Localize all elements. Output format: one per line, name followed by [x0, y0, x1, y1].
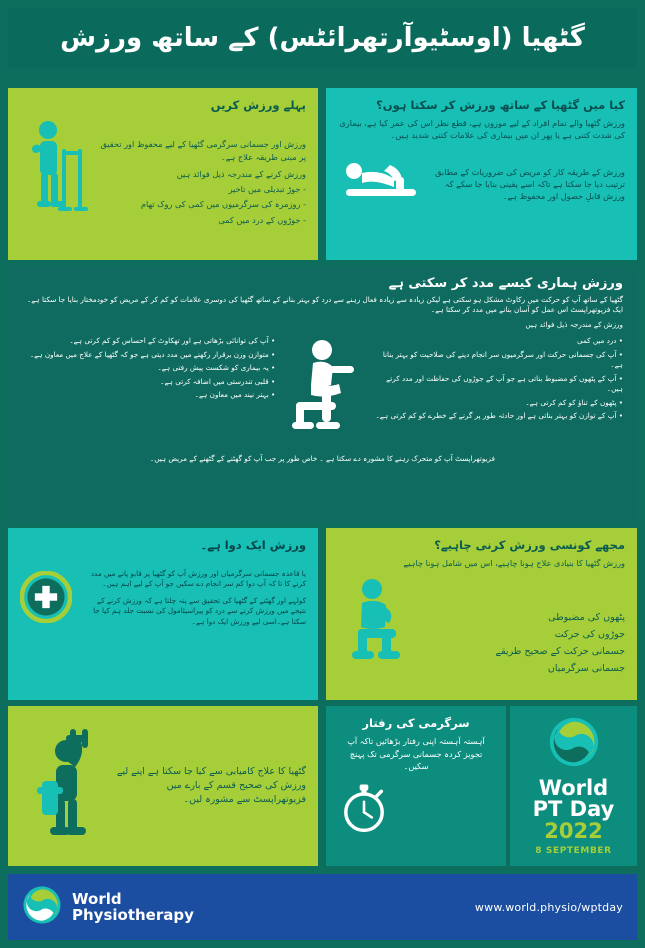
can-i-title: کیا میں گٹھیا کے ساتھ ورزش کر سکتا ہوں؟ [376, 98, 625, 112]
footer-url[interactable]: www.world.physio/wptday [474, 900, 623, 914]
footer-org-line-2: Physiotherapy [72, 906, 194, 924]
how-help-bullet-left: • متوازن وزن برقرار رکھنے میں مدد دیتی ہے جو کہ گٹھیا کے علاج میں معاون ہے۔ [29, 349, 276, 359]
page-title: گٹھیا (اوسٹیوآرتھرائٹس) کے ساتھ ورزش [60, 23, 585, 53]
panel-exercise-first [8, 88, 318, 260]
which-exercise-item: پٹھوں کی مضبوطی [548, 611, 625, 623]
how-help-bullet-left: • یہ بیماری کو شکست پیش رفتی ہے۔ [157, 363, 276, 373]
exercise-first-bullet: - جوڑ تبدیلی میں تاخیر [228, 184, 306, 195]
exercise-first-title: پہلے ورزش کریں [210, 98, 306, 112]
which-exercise-body: ورزش گٹھیا کا بنیادی علاج ہونا چاہیے، اس میں شامل ہونا چاہیے [403, 558, 625, 568]
pace-title: سرگرمی کی رفتار [362, 716, 470, 730]
can-i-body-2: ورزش کے طریقہ کار کو مریض کی ضروریات کے مطابق ترتیب دیا جا سکتا ہے تاکہ اسے یقینی بنایا جا سکے کہ ورزش قابلِ حصول اور محفوظ ہے۔ [435, 166, 625, 202]
how-help-lead: ورزش کے مندرجہ ذیل فوائد ہیں [525, 319, 623, 329]
wpt-line-2: PT Day [532, 797, 615, 822]
world-physiotherapy-swirl-icon [548, 716, 600, 772]
exercise-first-bullet: - روزمرہ کی سرگرمیوں میں کمی کی روک تھام [140, 199, 306, 210]
which-exercise-item: جسمانی حرکت کے صحیح طریقے [495, 646, 625, 658]
medicine-body-1: یا قاعدہ جسمانی سرگرمیاں اور ورزش آپ کو گٹھیا پر قابو پانے میں مدد کرنے کا تا کہ آپ دوا کم سر انجام دے سکیں جو آپ کے لیے اہم ہیں۔ [90, 568, 306, 589]
which-exercise-item: جسمانی سرگرمیاں [547, 663, 625, 675]
panel-activity-pace [326, 706, 506, 866]
how-help-title: ورزش ہماری کیسے مدد کر سکتی ہے [388, 276, 623, 291]
how-help-footer: فزیوتھراپسٹ آپ کو متحرک رہنے کا مشورہ دے سکتا ہے ۔ خاص طور پر جب آپ کو گھٹنے کے گٹھنے کے مریض ہیں۔ [150, 454, 495, 464]
exercise-first-bullet: - جوڑوں کے درد میں کمی [218, 214, 306, 225]
which-exercise-title: مجھے کونسی ورزش کرنی چاہیے؟ [434, 538, 625, 552]
world-physiotherapy-swirl-icon [22, 885, 62, 929]
wpt-year: 2022 [544, 819, 603, 844]
person-seated-exercise-icon [338, 573, 416, 677]
person-with-walker-icon [20, 117, 94, 229]
world-pt-day-lockup [510, 706, 637, 866]
stopwatch-icon [338, 779, 494, 839]
poster-footer [8, 874, 637, 940]
medicine-title: ورزش ایک دوا ہے۔ [200, 538, 306, 552]
wpt-line-1: World [538, 776, 609, 801]
how-help-intro: گٹھیا کے ساتھ آپ کو حرکت میں رکاوٹ مشکل ہو سکتی ہے لیکن زیادہ سے زیادہ فعال رہنے سے درد کو بہتر بنانے کے ساتھ گٹھیا کی دوسری علامات کو کم کر کے مریض کو خودمختار بنایا جا سکتا ہے۔ ایک فزیوتھراپسٹ اس عمل کو آسان بنانے میں مدد کر سکتا ہے۔ [27, 295, 623, 315]
person-lying-exercise-icon [338, 147, 424, 203]
which-exercise-item: جوڑوں کی حرکت [554, 629, 625, 641]
how-help-bullet-right: • آپ کی جسمانی حرکت اور سرگرمیوں سر انجام دینے کی صلاحیت کو بہتر بنانا ہے۔ [382, 349, 623, 370]
how-help-bullet-right: • آپ کے توازن کو بہتر بناتی ہے اور حادثہ طور پر گرنے کے خطرے کو کم کرتی ہے۔ [375, 410, 623, 420]
panel-which-exercise [326, 528, 637, 700]
success-body: گٹھیا کا علاج کامیابی سے کیا جا سکتا ہے اپنے لیے ورزش کی صحیح قسم کے بارے میں فزیوتھراپسٹ سے مشورہ لیں۔ [116, 765, 306, 806]
how-help-bullet-left: • آپ کی توانائی بڑھاتی ہے اور تھکاوٹ کے احساس کو کم کرتی ہے۔ [69, 336, 276, 346]
how-help-bullet-left: • قلبی تندرستی میں اضافہ کرتی ہے۔ [160, 376, 276, 386]
panel-treatment-success [8, 706, 318, 866]
can-i-body-1: ورزش گٹھیا والے تمام افراد کے لیے موزوں ہے، قطع نظر اس کی عمر کیا ہے، بیماری کی شدت کتنی ہے یا پھر ان میں بیماری کی علامات کتنی شدید ہیں۔ [339, 118, 625, 141]
exercise-first-body-2: ورزش کرنے کے مندرجہ ذیل فوائد ہیں [176, 168, 306, 179]
how-help-bullet-left: • بہتر نیند میں معاون ہے۔ [194, 390, 276, 400]
person-kneeling-stretch-icon [281, 336, 363, 446]
wpt-date: 8 SEPTEMBER [535, 845, 612, 856]
footer-org-line-1: World [72, 889, 122, 908]
how-help-bullet-right: • آپ کے پٹھوں کو مضبوط بناتی ہے جو آپ کے جوڑوں کی حفاظت اور مدد کرتے ہیں۔ [386, 373, 623, 394]
how-help-bullet-right: • پٹھوں کے تناؤ کو کم کرتی ہے۔ [525, 397, 623, 407]
medical-cross-icon [20, 557, 84, 627]
panel-how-exercise-helps [8, 266, 637, 522]
exercise-first-body-1: ورزش اور جسمانی سرگرمی گٹھیا کے لیے محفوظ اور تحقیق پر مبنی طریقہ علاج ہے۔ [100, 139, 306, 162]
medicine-body-2: کولہے اور گھٹنے کے گٹھیا کی تحقیق سے پتہ چلتا ہے کہ ورزش کرنے کے نتیجے میں ورزش کرنے سے درد کو پیراسیٹامول کی نسبت جلد ہم کیا جا سکتا ہے۔اسی لیے ورزش ایک دوا ہے۔ [93, 595, 306, 626]
pace-body: آہستہ آہستہ اپنی رفتار بڑھائیں تاکہ آپ تجویز کردہ جسمانی سرگرمی تک پہنچ سکیں۔ [347, 736, 485, 772]
panel-can-i-exercise [326, 88, 637, 260]
how-help-bullet-right: • درد میں کمی [576, 336, 623, 346]
person-with-dumbbell-icon [20, 721, 112, 851]
panel-exercise-is-medicine [8, 528, 318, 700]
poster-header [8, 8, 637, 68]
